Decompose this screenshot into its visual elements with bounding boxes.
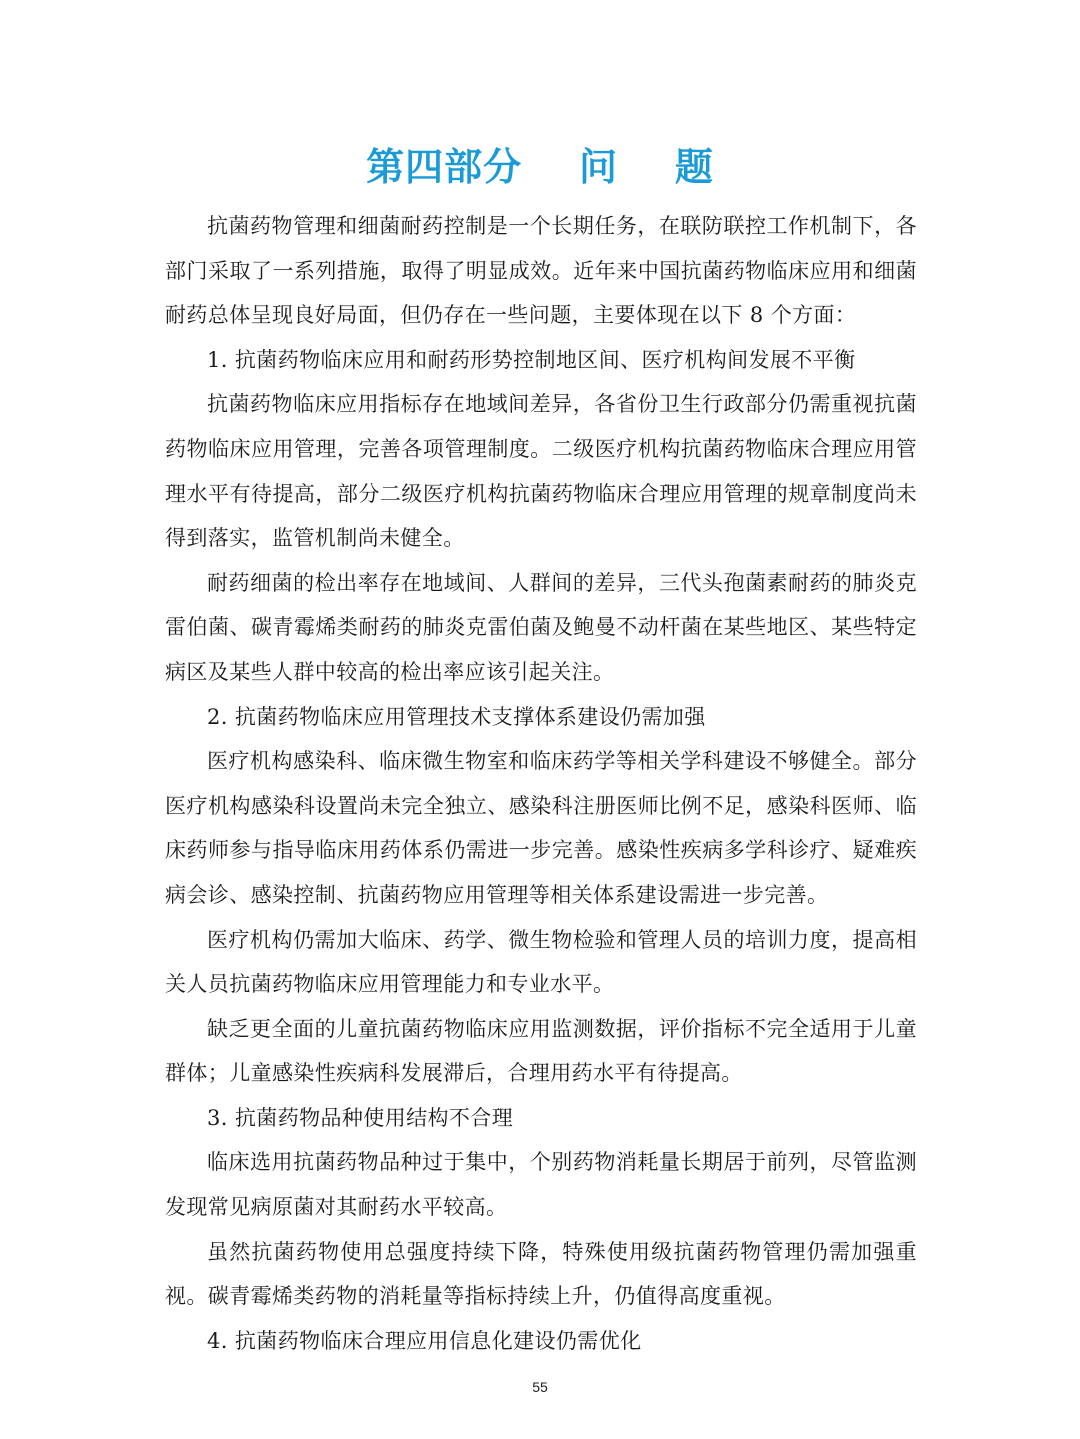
paragraph: 缺乏更全面的儿童抗菌药物临床应用监测数据，评价指标不完全适用于儿童群体；儿童感染性疾病科发展滞后，合理用药水平有待提高。 [165,1016,917,1086]
section-heading-4: 4. 抗菌药物临床合理应用信息化建设仍需优化 [207,1328,642,1353]
intro-paragraph: 抗菌药物管理和细菌耐药控制是一个长期任务，在联防联控工作机制下，各部门采取了一系列措施，取得了明显成效。近年来中国抗菌药物临床应用和细菌耐药总体呈现良好局面，但仍存在一些问题，主要体现在以下 8 个方面： [165,214,917,328]
paragraph: 临床选用抗菌药物品种过于集中，个别药物消耗量长期居于前列，尽管监测发现常见病原菌对其耐药水平较高。 [165,1150,917,1220]
section-heading-3: 3. 抗菌药物品种使用结构不合理 [207,1105,514,1130]
page-number: 55 [532,1379,548,1395]
page-title: 第四部分 问 题 [366,145,714,189]
section-heading-2: 2. 抗菌药物临床应用管理技术支撑体系建设仍需加强 [207,704,706,729]
paragraph: 抗菌药物临床应用指标存在地域间差异，各省份卫生行政部分仍需重视抗菌药物临床应用管理，完善各项管理制度。二级医疗机构抗菌药物临床合理应用管理水平有待提高，部分二级医疗机构抗菌药物临床合理应用管理的规章制度尚未得到落实，监管机制尚未健全。 [165,392,917,551]
paragraph: 医疗机构感染科、临床微生物室和临床药学等相关学科建设不够健全。部分医疗机构感染科设置尚未完全独立、感染科注册医师比例不足，感染科医师、临床药师参与指导临床用药体系仍需进一步完善。感染性疾病多学科诊疗、疑难疾病会诊、感染控制、抗菌药物应用管理等相关体系建设需进一步完善。 [165,749,917,907]
paragraph: 耐药细菌的检出率存在地域间、人群间的差异，三代头孢菌素耐药的肺炎克雷伯菌、碳青霉烯类耐药的肺炎克雷伯菌及鲍曼不动杆菌在某些地区、某些特定病区及某些人群中较高的检出率应该引起关注。 [165,570,917,684]
paragraph: 虽然抗菌药物使用总强度持续下降，特殊使用级抗菌药物管理仍需加强重视。碳青霉烯类药物的消耗量等指标持续上升，仍值得高度重视。 [165,1239,917,1309]
paragraph: 医疗机构仍需加大临床、药学、微生物检验和管理人员的培训力度，提高相关人员抗菌药物临床应用管理能力和专业水平。 [165,927,917,997]
section-heading-1: 1. 抗菌药物临床应用和耐药形势控制地区间、医疗机构间发展不平衡 [207,347,856,372]
document-body [165,204,917,1363]
